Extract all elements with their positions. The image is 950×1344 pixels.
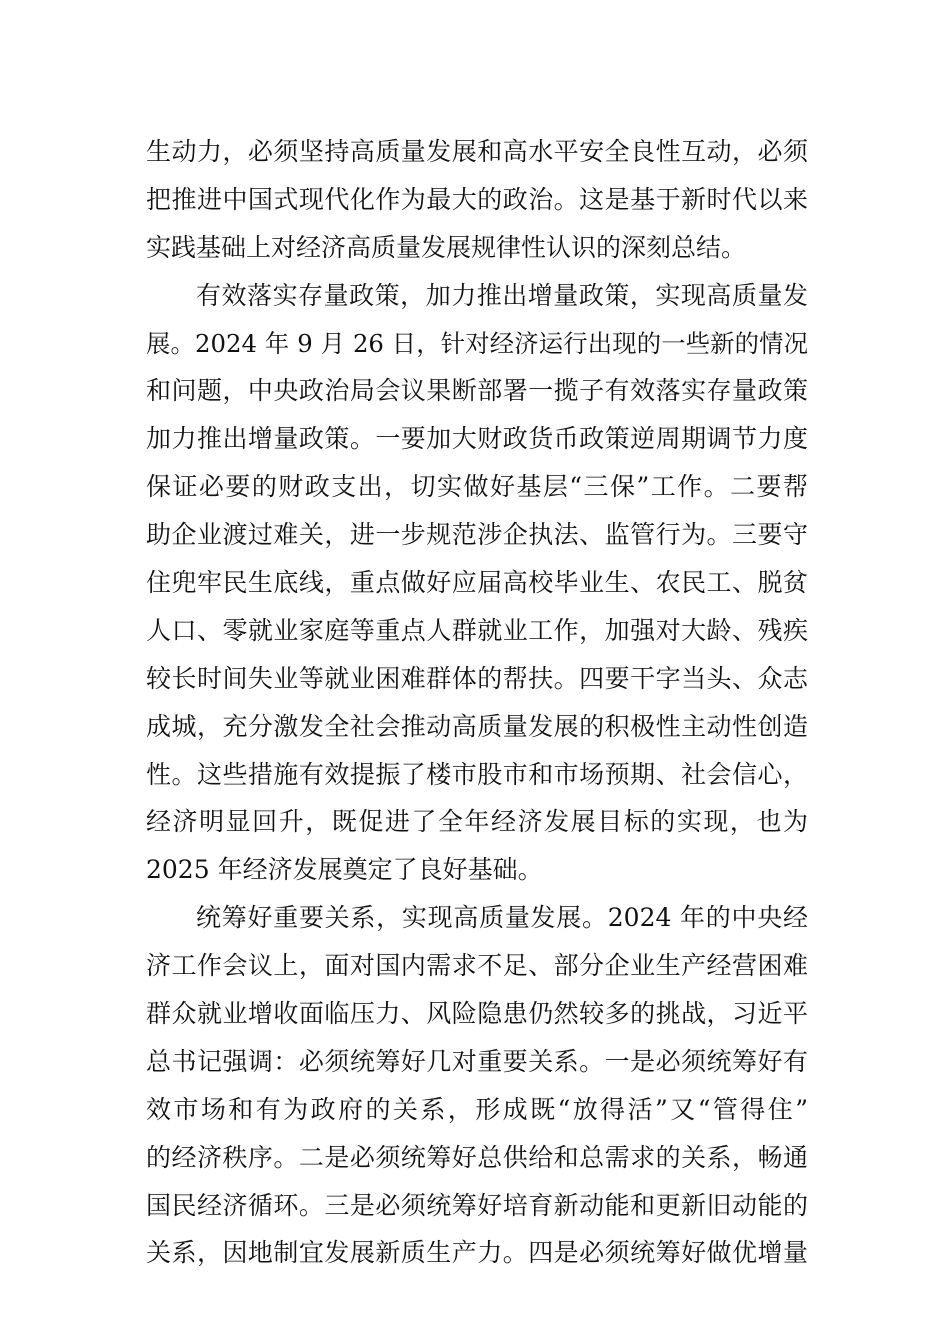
text-line: 住兜牢民生底线，重点做好应届高校毕业生、农民工、脱贫 [146,568,808,598]
text-line: 实践基础上对经济高质量发展规律性认识的深刻总结。 [146,232,747,262]
text-line: 把推进中国式现代化作为最大的政治。这是基于新时代以来 [146,184,808,214]
text-line: 群众就业增收面临压力、风险隐患仍然较多的挑战，习近平 [146,999,808,1029]
text-line: 助企业渡过难关，进一步规范涉企执法、监管行为。三要守 [146,520,808,550]
text-line: 较长时间失业等就业困难群体的帮扶。四要干字当头、众志 [146,663,808,693]
text-line: 展。2024 年 9 月 26 日，针对经济运行出现的一些新的情况 [146,328,808,358]
text-line: 加力推出增量政策。一要加大财政货币政策逆周期调节力度 [146,424,808,454]
text-line: 保证必要的财政支出，切实做好基层“三保”工作。二要帮 [146,472,808,502]
text-line: 的经济秩序。二是必须统筹好总供给和总需求的关系，畅通 [146,1142,808,1172]
text-line: 统筹好重要关系，实现高质量发展。2024 年的中央经 [196,903,808,933]
text-line: 经济明显回升，既促进了全年经济发展目标的实现，也为 [146,807,808,837]
text-line: 有效落实存量政策，加力推出增量政策，实现高质量发 [196,280,808,310]
text-line: 和问题，中央政治局会议果断部署一揽子有效落实存量政策 [146,376,808,406]
text-line: 关系，因地制宜发展新质生产力。四是必须统筹好做优增量 [146,1238,808,1268]
text-line: 性。这些措施有效提振了楼市股市和市场预期、社会信心， [146,759,808,789]
text-line: 人口、零就业家庭等重点人群就业工作，加强对大龄、残疾 [146,615,808,645]
text-line: 成城，充分激发全社会推动高质量发展的积极性主动性创造 [146,711,808,741]
text-line: 国民经济循环。三是必须统筹好培育新动能和更新旧动能的 [146,1190,808,1220]
text-line: 效市场和有为政府的关系，形成既“放得活”又“管得住” [146,1094,808,1124]
text-line: 生动力，必须坚持高质量发展和高水平安全良性互动，必须 [146,137,808,166]
text-line: 济工作会议上，面对国内需求不足、部分企业生产经营困难 [146,951,808,981]
body-text [146,128,808,1277]
text-line: 2025 年经济发展奠定了良好基础。 [146,855,543,885]
text-line: 总书记强调：必须统筹好几对重要关系。一是必须统筹好有 [146,1046,808,1076]
